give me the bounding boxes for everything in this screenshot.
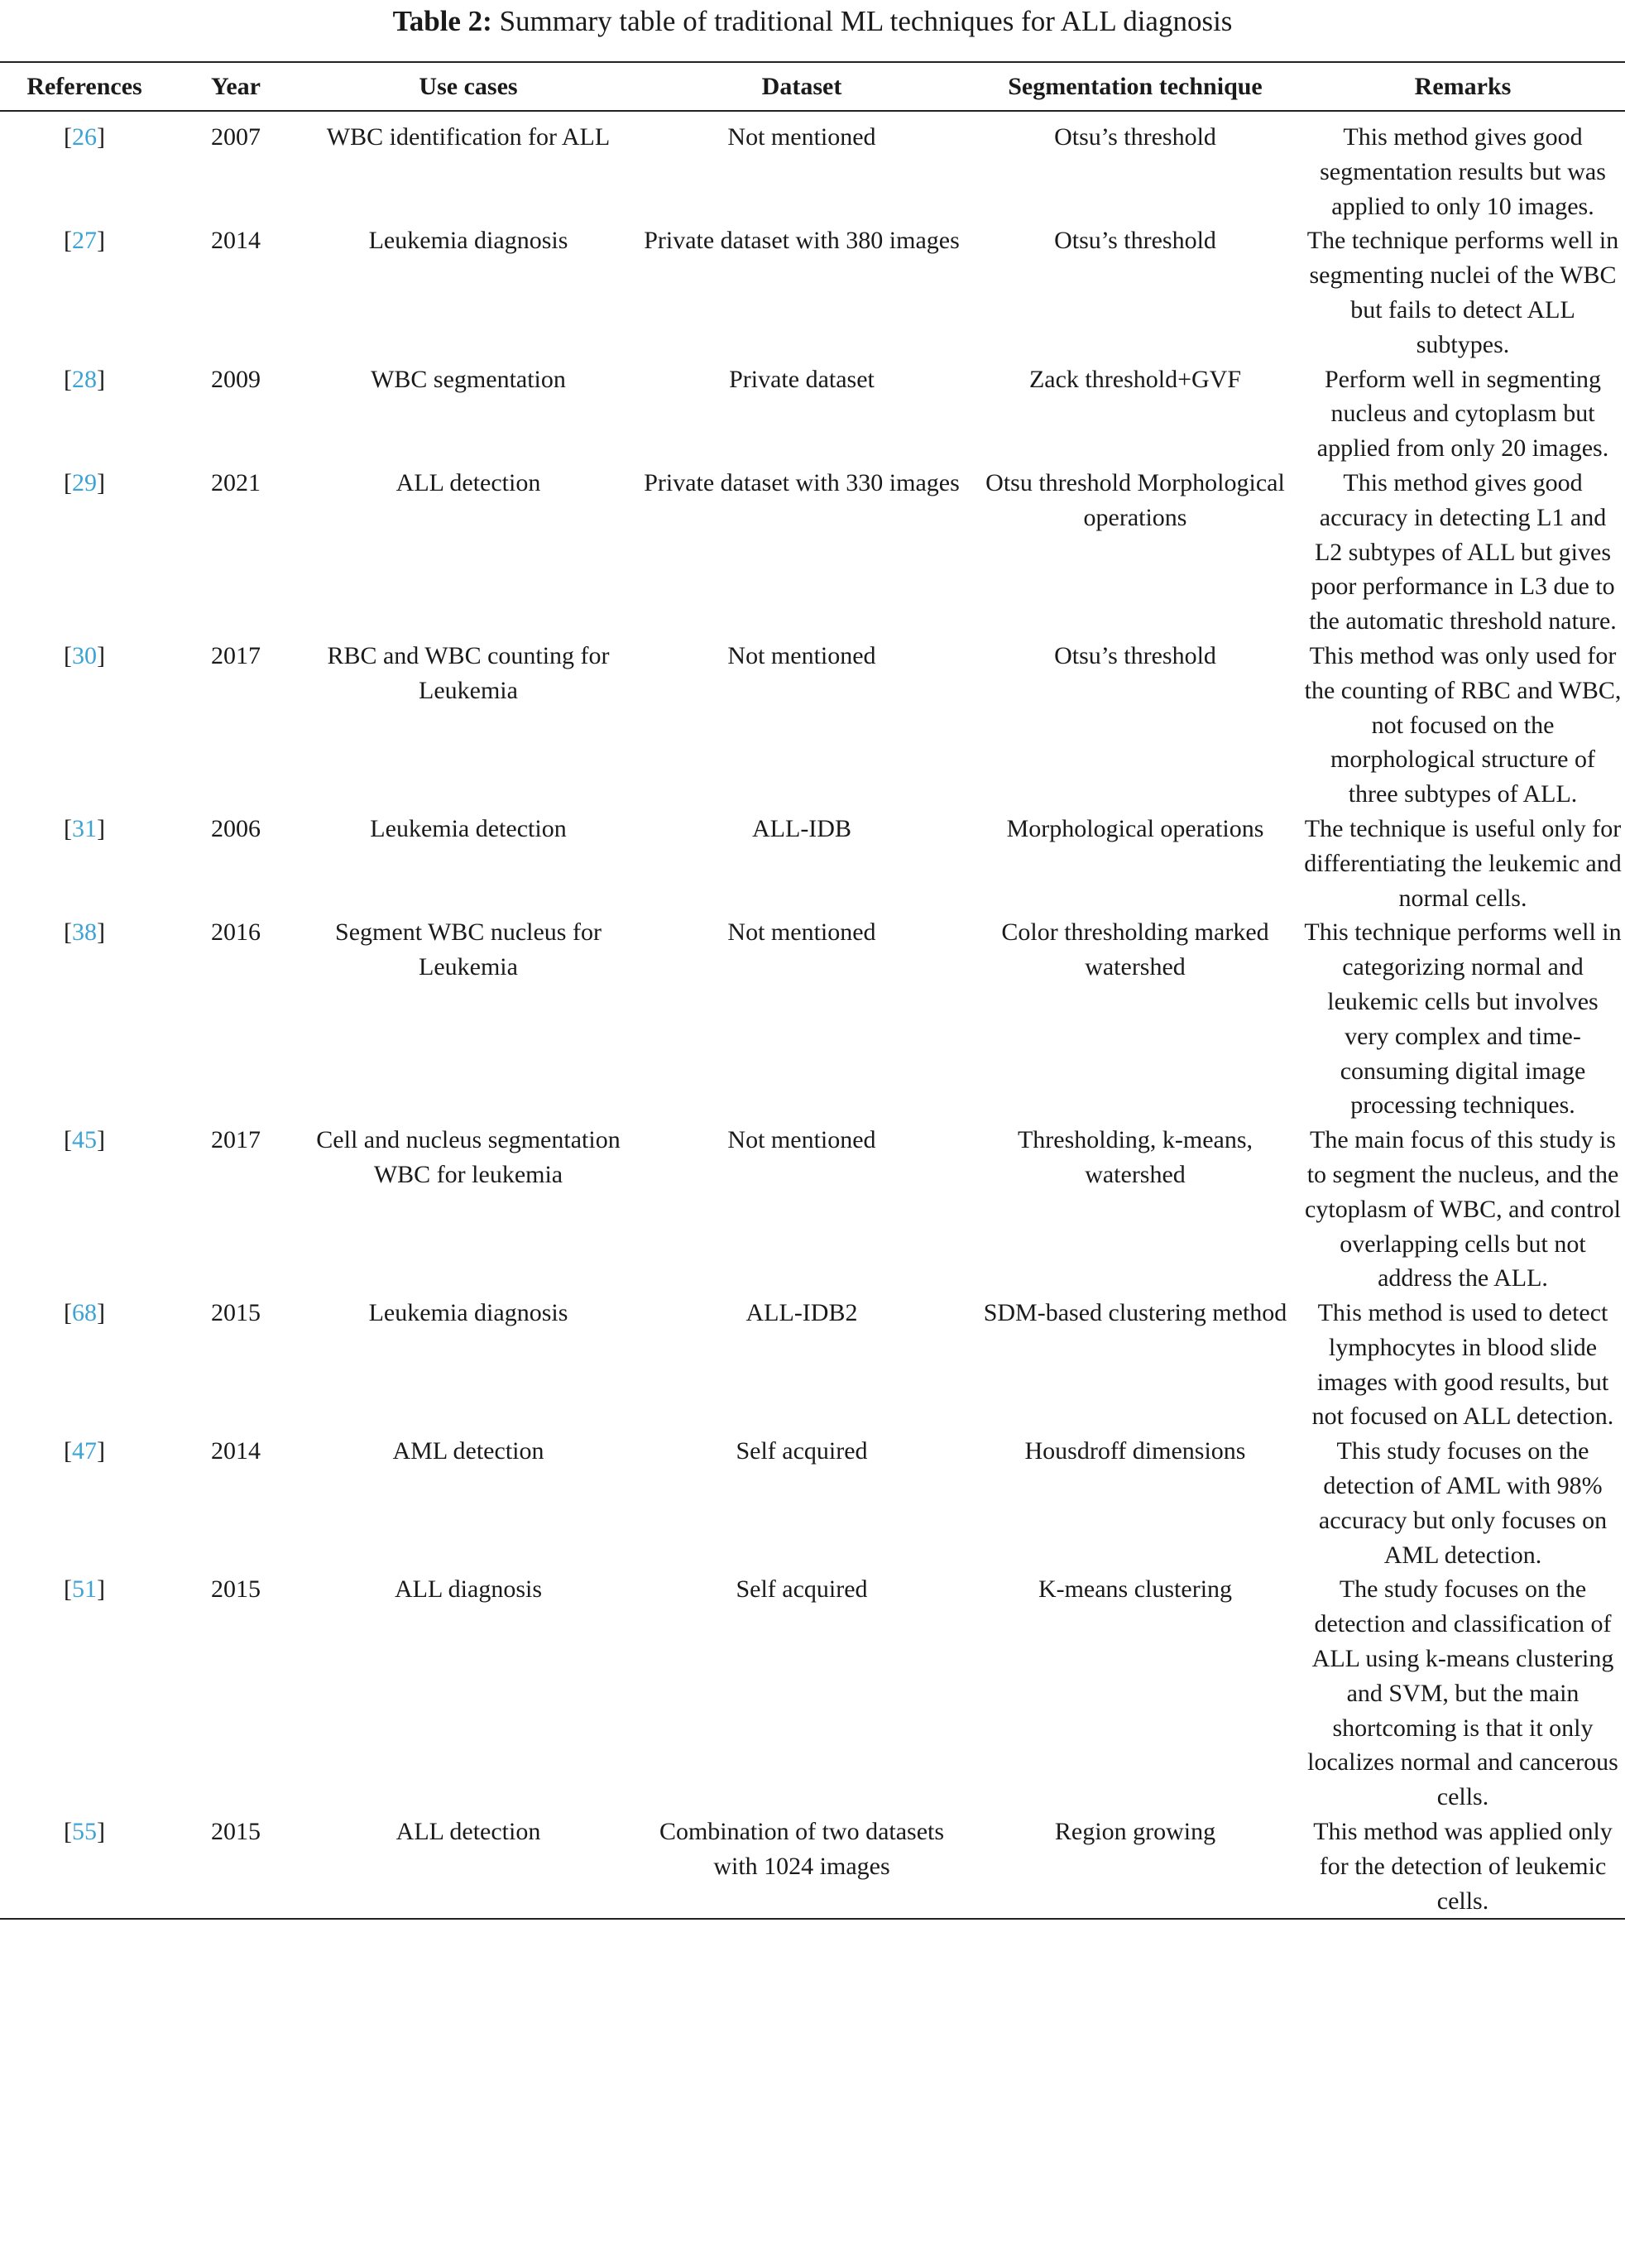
cell-use-case: Leukemia diagnosis xyxy=(368,1299,568,1327)
reference-link[interactable]: 68 xyxy=(72,1299,97,1327)
cell-reference: [28] xyxy=(64,365,105,393)
table-row xyxy=(0,639,1625,812)
header-remarks: Remarks xyxy=(1301,62,1625,111)
reference-link[interactable]: 28 xyxy=(72,365,97,393)
table-row xyxy=(0,111,1625,223)
table-row xyxy=(0,1572,1625,1815)
cell-remarks: The technique performs well in segmenting nuclei of the WBC but fails to detect ALL subtypes. xyxy=(1306,227,1619,358)
cell-year: 2017 xyxy=(211,641,261,669)
cell-use-case: ALL diagnosis xyxy=(394,1575,543,1604)
reference-link[interactable]: 47 xyxy=(72,1437,97,1465)
header-references: References xyxy=(0,62,169,111)
cell-dataset: Not mentioned xyxy=(727,918,876,947)
cell-reference: [68] xyxy=(64,1299,105,1327)
reference-link[interactable]: 26 xyxy=(72,123,97,151)
header-segmentation-technique: Segmentation technique xyxy=(970,62,1301,111)
cell-remarks: The main focus of this study is to segment the nucleus, and the cytoplasm of WBC, and control overlapping cells but not address the ALL. xyxy=(1305,1126,1621,1292)
cell-segmentation: Zack threshold+GVF xyxy=(1028,365,1242,393)
cell-reference: [47] xyxy=(64,1437,105,1465)
cell-segmentation: Otsu’s threshold xyxy=(1054,123,1216,151)
cell-remarks: The study focuses on the detection and classification of ALL using k-means clustering and SVM, but the main shortcoming is that it only localizes normal and cancerous cells. xyxy=(1307,1575,1618,1811)
table-row xyxy=(0,362,1625,466)
cell-reference: [27] xyxy=(64,227,105,255)
table-row xyxy=(0,1296,1625,1434)
table-row xyxy=(0,466,1625,639)
cell-reference: [38] xyxy=(64,918,105,947)
cell-use-case: AML detection xyxy=(392,1437,544,1465)
summary-table xyxy=(0,61,1625,1920)
cell-segmentation: Otsu threshold Morphological operations xyxy=(985,468,1285,531)
cell-remarks: This method was only used for the counting of RBC and WBC, not focused on the morphological structure of three subtypes of ALL. xyxy=(1304,641,1622,808)
cell-segmentation: Thresholding, k-means, watershed xyxy=(1017,1126,1254,1188)
cell-segmentation: Region growing xyxy=(970,1815,1301,1919)
cell-remarks: This technique performs well in categorizing normal and leukemic cells but involves very complex and time-consuming digital image processing techniques. xyxy=(1304,918,1622,1120)
cell-use-case: Leukemia diagnosis xyxy=(368,227,568,255)
cell-reference: [29] xyxy=(64,468,105,496)
cell-use-case: Leukemia detection xyxy=(370,814,567,842)
cell-dataset: Not mentioned xyxy=(727,1126,876,1154)
cell-remarks: This study focuses on the detection of AML with 98% accuracy but only focuses on AML detection. xyxy=(1318,1437,1608,1569)
cell-year: 2009 xyxy=(211,365,261,393)
cell-segmentation: Housdroff dimensions xyxy=(1024,1437,1246,1465)
cell-reference: [55] xyxy=(0,1815,169,1919)
cell-remarks: Perform well in segmenting nucleus and cytoplasm but applied from only 20 images. xyxy=(1316,365,1609,463)
cell-remarks: The technique is useful only for differentiating the leukemic and normal cells. xyxy=(1304,814,1622,912)
cell-year: 2014 xyxy=(211,227,261,255)
cell-reference: [31] xyxy=(64,814,105,842)
header-use-cases: Use cases xyxy=(303,62,634,111)
cell-year: 2014 xyxy=(211,1437,261,1465)
cell-year: 2017 xyxy=(211,1126,261,1154)
cell-use-case: Segment WBC nucleus for Leukemia xyxy=(335,918,602,981)
reference-link[interactable]: 45 xyxy=(72,1126,97,1154)
cell-year: 2015 xyxy=(211,1299,261,1327)
cell-reference: [26] xyxy=(64,123,105,151)
cell-year: 2016 xyxy=(211,918,261,947)
reference-link[interactable]: 30 xyxy=(72,641,97,669)
reference-link[interactable]: 38 xyxy=(72,918,97,947)
table-row xyxy=(0,915,1625,1123)
cell-use-case: ALL detection xyxy=(395,468,541,496)
table-row xyxy=(0,1434,1625,1572)
cell-reference: [45] xyxy=(64,1126,105,1154)
cell-year: 2015 xyxy=(169,1815,303,1919)
cell-segmentation: Color thresholding marked watershed xyxy=(1001,918,1269,981)
cell-use-case: WBC identification for ALL xyxy=(326,123,611,151)
cell-dataset: ALL-IDB2 xyxy=(745,1299,858,1327)
table-body xyxy=(0,111,1625,1919)
cell-dataset: Private dataset with 380 images xyxy=(644,227,960,255)
cell-use-case: Cell and nucleus segmentation WBC for leukemia xyxy=(316,1126,621,1188)
cell-year: 2021 xyxy=(211,468,261,496)
cell-reference: [51] xyxy=(64,1575,105,1604)
cell-dataset: Private dataset xyxy=(729,365,875,393)
cell-dataset: Not mentioned xyxy=(727,123,876,151)
cell-segmentation: Otsu’s threshold xyxy=(1054,641,1216,669)
caption-text: Summary table of traditional ML techniques for ALL diagnosis xyxy=(491,5,1233,37)
cell-remarks: This method gives good accuracy in detecting L1 and L2 subtypes of ALL but gives poor performance in L3 due to the automatic threshold nature. xyxy=(1309,468,1617,635)
cell-dataset: Not mentioned xyxy=(727,641,876,669)
reference-link[interactable]: 31 xyxy=(72,814,97,842)
cell-dataset: ALL-IDB xyxy=(752,814,851,842)
cell-use-case: RBC and WBC counting for Leukemia xyxy=(327,641,610,704)
cell-year: 2007 xyxy=(211,123,261,151)
cell-remarks: This method gives good segmentation results but was applied to only 10 images. xyxy=(1320,123,1606,220)
cell-segmentation: SDM-based clustering method xyxy=(983,1299,1287,1327)
table-caption xyxy=(0,5,1625,38)
cell-dataset: Combination of two datasets with 1024 images xyxy=(634,1815,970,1919)
cell-remarks: This method was applied only for the detection of leukemic cells. xyxy=(1301,1815,1625,1919)
reference-link[interactable]: 29 xyxy=(72,468,97,496)
table-row xyxy=(0,1815,1625,1919)
table-row xyxy=(0,812,1625,915)
cell-use-case: WBC segmentation xyxy=(371,365,566,393)
cell-segmentation: Morphological operations xyxy=(1006,814,1264,842)
reference-link[interactable]: 27 xyxy=(72,227,97,255)
table-header xyxy=(0,62,1625,111)
reference-link[interactable]: 55 xyxy=(72,1818,97,1846)
cell-remarks: This method is used to detect lymphocytes in blood slide images with good results, but not focused on ALL detection. xyxy=(1311,1299,1614,1431)
cell-dataset: Private dataset with 330 images xyxy=(644,468,960,496)
cell-dataset: Self acquired xyxy=(736,1575,868,1604)
table-row xyxy=(0,1123,1625,1296)
table-row xyxy=(0,223,1625,362)
header-year: Year xyxy=(169,62,303,111)
cell-segmentation: Otsu’s threshold xyxy=(1054,227,1216,255)
cell-year: 2015 xyxy=(211,1575,261,1604)
cell-reference: [30] xyxy=(64,641,105,669)
cell-dataset: Self acquired xyxy=(736,1437,868,1465)
header-dataset: Dataset xyxy=(634,62,970,111)
caption-label: Table 2: xyxy=(392,5,492,37)
cell-use-case: ALL detection xyxy=(303,1815,634,1919)
reference-link[interactable]: 51 xyxy=(72,1575,97,1604)
cell-year: 2006 xyxy=(211,814,261,842)
cell-segmentation: K-means clustering xyxy=(1038,1575,1233,1604)
